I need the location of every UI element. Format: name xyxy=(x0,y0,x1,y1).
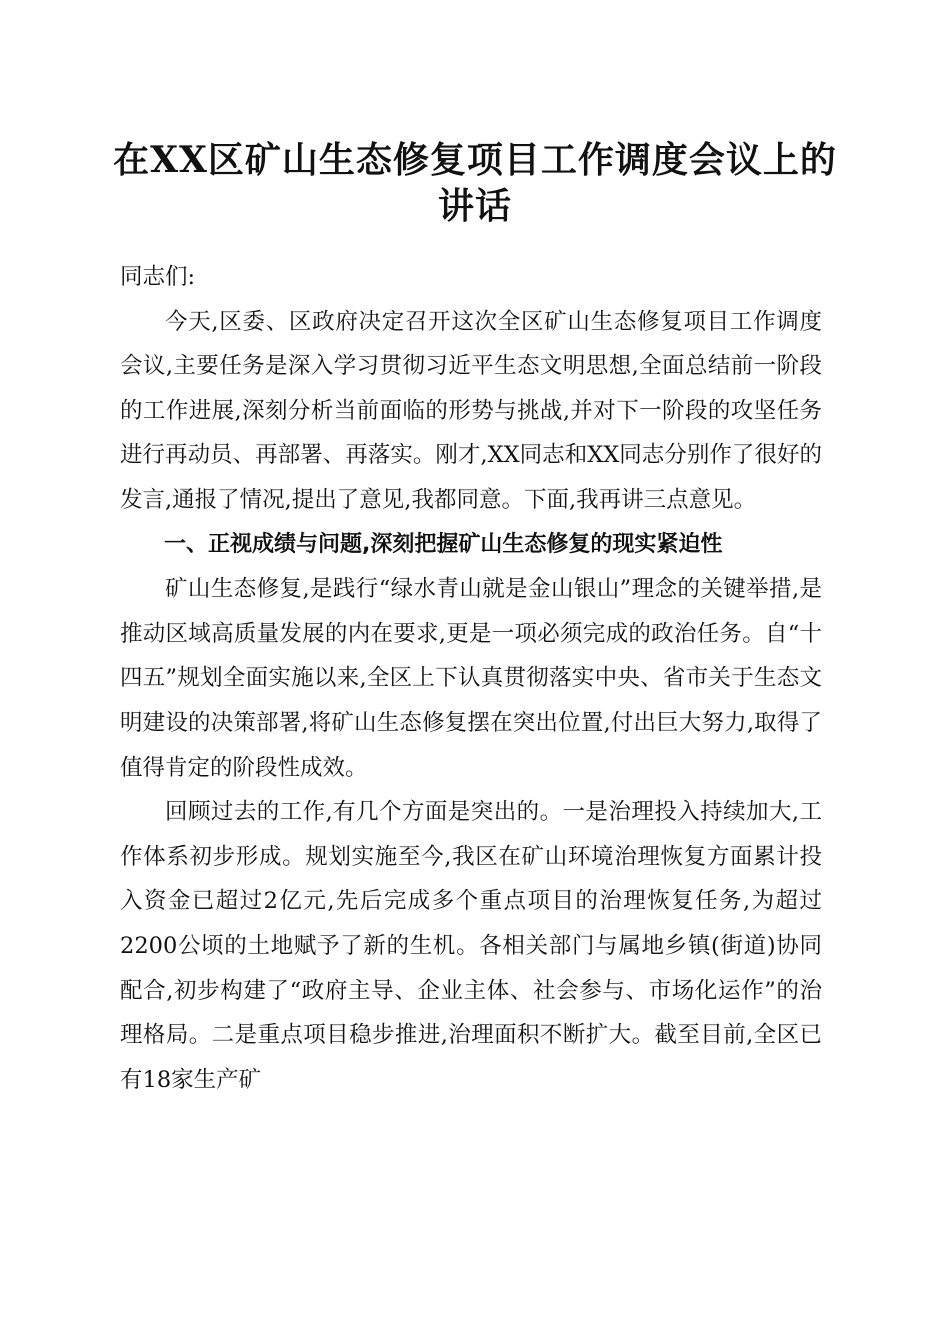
paragraph-significance: 矿山生态修复,是践行“绿水青山就是金山银山”理念的关键举措,是推动区域高质量发展的内在要求,更是一项必须完成的政治任务。自“十四五”规划全面实施以来,全区上下认真贯彻落实中央、省市关于生态文明建设的决策部署,将矿山生态修复摆在突出位置,付出巨大努力,取得了值得肯定的阶段性成效。 xyxy=(120,576,822,781)
document-title-line-2: 讲话 xyxy=(437,185,512,227)
document-title-line-1: 在XX区矿山生态修复项目工作调度会议上的 xyxy=(113,139,837,181)
section-heading-1: 一、正视成绩与问题,深刻把握矿山生态修复的现实紧迫性 xyxy=(164,531,723,557)
paragraph-opening: 今天,区委、区政府决定召开这次全区矿山生态修复项目工作调度会议,主要任务是深入学习贯彻习近平生态文明思想,全面总结前一阶段的工作进展,深刻分析当前面临的形势与挑战,并对下一阶段的攻坚任务进行再动员、再部署、再落实。刚才,XX同志和XX同志分别作了很好的发言,通报了情况,提出了意见,我都同意。下面,我再讲三点意见。 xyxy=(120,308,822,513)
salutation: 同志们: xyxy=(120,264,196,290)
document-body xyxy=(120,255,822,1102)
paragraph-review: 回顾过去的工作,有几个方面是突出的。一是治理投入持续加大,工作体系初步形成。规划实施至今,我区在矿山环境治理恢复方面累计投入资金已超过2亿元,先后完成多个重点项目的治理恢复任务,为超过2200公顷的土地赋予了新的生机。各相关部门与属地乡镇(街道)协同配合,初步构建了“政府主导、企业主体、社会参与、市场化运作”的治理格局。二是重点项目稳步推进,治理面积不断扩大。截至目前,全区已有18家生产矿 xyxy=(120,799,822,1093)
